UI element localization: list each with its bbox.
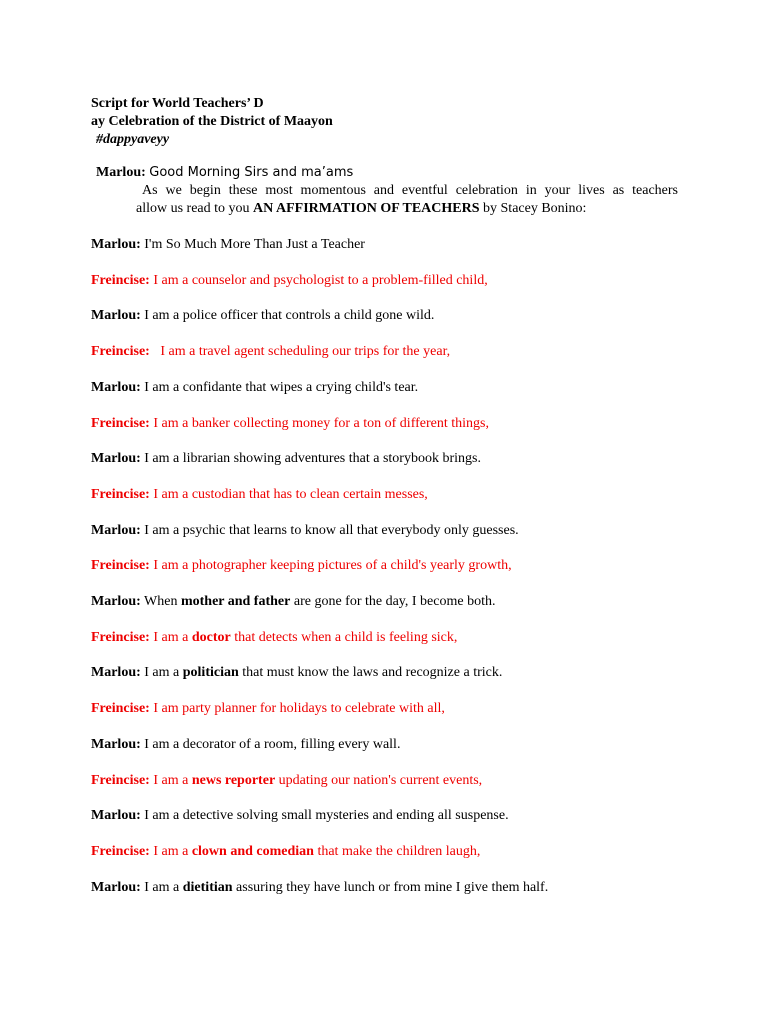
line-text-continued: assuring they have lunch or from mine I give them half. — [232, 880, 549, 895]
line-text-continued: that make the children laugh, — [313, 844, 481, 859]
line-text: I am a custodian that has to clean certain messes, — [149, 487, 428, 502]
script-line — [91, 415, 489, 433]
line-text: I am a — [149, 844, 192, 859]
script-line — [91, 343, 450, 361]
line-text: I am a confidante that wipes a crying child's tear. — [140, 380, 419, 395]
speaker-label: Freincise: — [91, 701, 150, 716]
script-line — [91, 486, 428, 504]
line-text-continued: updating our nation's current events, — [275, 773, 483, 788]
line-text: I am a photographer keeping pictures of a child's yearly growth, — [149, 558, 512, 573]
speaker-label: Freincise: — [91, 487, 150, 502]
script-line — [91, 736, 400, 754]
speaker-label: Freincise: — [91, 344, 150, 359]
speaker-label: Marlou: — [91, 523, 141, 538]
speaker-label: Marlou: — [91, 451, 141, 466]
line-text: I am party planner for holidays to celebrate with all, — [149, 701, 445, 716]
speaker-label: Freincise: — [91, 773, 150, 788]
script-line — [91, 664, 502, 682]
line-text: I am a psychic that learns to know all that everybody only guesses. — [140, 523, 519, 538]
line-text: I am a counselor and psychologist to a problem-filled child, — [149, 273, 488, 288]
script-line — [91, 629, 457, 647]
script-line — [91, 522, 519, 540]
line-text-continued: are gone for the day, I become both. — [290, 594, 496, 609]
speaker-label: Marlou: — [91, 308, 141, 323]
line-text: I am a banker collecting money for a ton of different things, — [149, 416, 489, 431]
line-text: I am a librarian showing adventures that a storybook brings. — [140, 451, 481, 466]
line-text: I am a detective solving small mysteries and ending all suspense. — [140, 808, 509, 823]
line-text: I am a police officer that controls a child gone wild. — [140, 308, 435, 323]
line-text-continued: that must know the laws and recognize a trick. — [238, 665, 503, 680]
script-line — [91, 379, 418, 397]
line-text: I'm So Much More Than Just a Teacher — [140, 237, 365, 252]
script-title-line-2: ay Celebration of the District of Maayon — [91, 114, 333, 129]
script-title-line-1: Script for World Teachers’ D — [91, 96, 264, 111]
script-line — [91, 450, 481, 468]
script-line — [91, 272, 488, 290]
intro-paragraph-line-2 — [136, 200, 678, 218]
speaker-label: Freincise: — [91, 416, 150, 431]
speaker-label: Freincise: — [91, 630, 150, 645]
hashtag: #dappyaveyy — [96, 132, 170, 147]
intro-greeting-line — [96, 164, 353, 182]
line-text-continued: that detects when a child is feeling sick, — [230, 630, 458, 645]
script-line — [91, 700, 445, 718]
emphasized-text: doctor — [191, 630, 231, 645]
line-text: I am a decorator of a room, filling every wall. — [140, 737, 401, 752]
intro-text-post: by Stacey Bonino: — [479, 201, 587, 216]
script-line — [91, 843, 480, 861]
greeting-text: Good Morning Sirs and ma’ams — [149, 165, 354, 180]
emphasized-text: news reporter — [191, 773, 276, 788]
script-line — [91, 593, 495, 611]
speaker-label: Marlou: — [91, 380, 141, 395]
intro-paragraph-line-1: As we begin these most momentous and eventful celebration in your lives as teachers — [142, 183, 678, 198]
emphasized-text: dietitian — [182, 880, 233, 895]
script-line — [91, 772, 482, 790]
emphasized-text: clown and comedian — [191, 844, 314, 859]
script-line — [91, 307, 434, 325]
speaker-label: Freincise: — [91, 558, 150, 573]
script-line — [91, 236, 365, 254]
speaker-label: Marlou: — [91, 737, 141, 752]
emphasized-text: politician — [182, 665, 239, 680]
line-text: I am a travel agent scheduling our trips for the year, — [149, 344, 451, 359]
speaker-label: Marlou: — [91, 665, 141, 680]
speaker-label: Marlou: — [91, 594, 141, 609]
intro-paragraph — [136, 182, 678, 218]
line-text: When — [140, 594, 181, 609]
speaker-label: Freincise: — [91, 273, 150, 288]
intro-text-pre: allow us read to you — [136, 201, 254, 216]
script-line — [91, 557, 512, 575]
speaker-label: Freincise: — [91, 844, 150, 859]
line-text: I am a — [149, 773, 192, 788]
emphasized-text: mother and father — [180, 594, 291, 609]
speaker-label: Marlou: — [91, 880, 141, 895]
speaker-label: Marlou: — [91, 237, 141, 252]
script-line — [91, 807, 509, 825]
speaker-label: Marlou: — [96, 165, 146, 180]
script-line — [91, 879, 548, 897]
line-text: I am a — [149, 630, 192, 645]
line-text: I am a — [140, 880, 183, 895]
affirmation-title: AN AFFIRMATION OF TEACHERS — [253, 201, 480, 216]
line-text: I am a — [140, 665, 183, 680]
speaker-label: Marlou: — [91, 808, 141, 823]
